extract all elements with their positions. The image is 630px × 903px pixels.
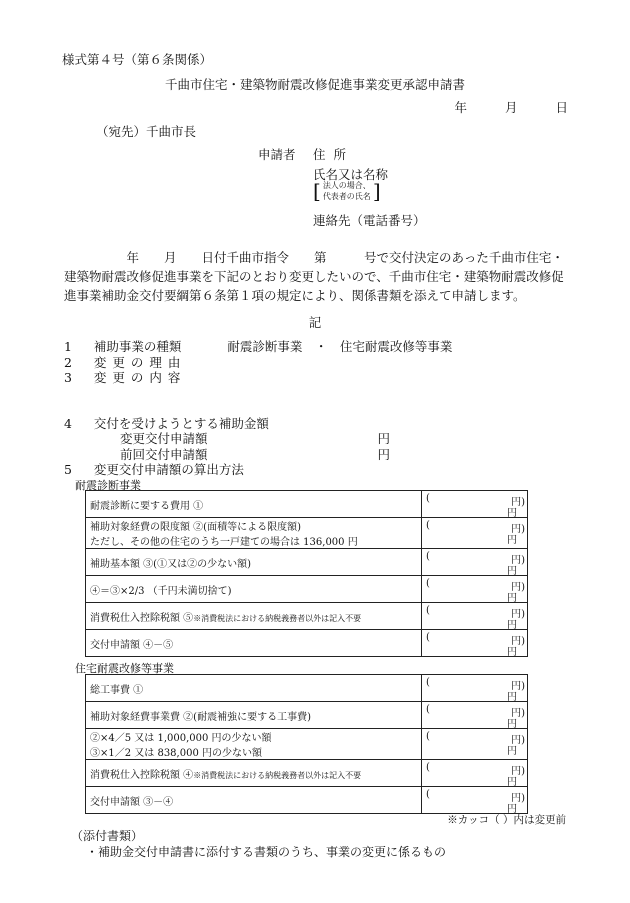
row-label [86, 630, 422, 657]
item-1-value: 耐震診断事業 ・ 住宅耐震改修等事業 [227, 339, 453, 354]
table-row [86, 675, 528, 702]
item-3: 3 変更の内容 [64, 370, 187, 385]
row-small-note: ※消費税法における納税義務者以外は記入不要 [193, 770, 362, 780]
row-label [86, 729, 422, 760]
yen-close-paren: 円) [511, 524, 525, 535]
amount-input-cell[interactable] [422, 702, 528, 729]
open-paren: ( [426, 731, 430, 742]
row-main-text: 総工事費 ① [90, 684, 144, 696]
open-paren: ( [426, 677, 430, 688]
yen-unit: 円 [507, 647, 517, 658]
yen-close-paren: 円) [511, 497, 525, 508]
row-main-text: 補助対象経費の限度額 ②(面積等による限度額) [90, 522, 301, 533]
form-number: 様式第４号（第６条関係） [62, 52, 213, 67]
change-amount-yen: 円 [377, 431, 390, 446]
open-paren: ( [426, 762, 430, 773]
amount-input-cell[interactable] [422, 729, 528, 760]
amount-input-cell[interactable] [422, 760, 528, 787]
prev-amount-label: 前回交付申請額 [119, 446, 208, 462]
amount-input-cell[interactable] [422, 518, 528, 549]
row-sub-text: ただし、その他の住宅のうち一戸建ての場合は 136,000 円 [90, 537, 358, 548]
row-main-text: 交付申請額 ③－④ [90, 796, 174, 808]
application-body-text: 年 月 日付千曲市指令 第 号で交付決定のあった千曲市住宅・建築物耐震改修促進事業を下記のとおり変更したいので、千曲市住宅・建築物耐震改修促進事業補助金交付要綱第６条第１項の規定により、関係書類を添えて申請します。 [64, 250, 564, 303]
diagnosis-section-title: 耐震診断事業 [75, 479, 141, 492]
yen-close-paren: 円) [511, 636, 525, 647]
prev-amount-yen: 円 [377, 446, 390, 462]
item-3-label: 変更の内容 [93, 370, 187, 385]
date-month: 月 [505, 100, 518, 115]
table-row [86, 518, 528, 549]
yen-close-paren: 円) [511, 582, 525, 593]
amount-input-cell[interactable] [422, 576, 528, 603]
yen-close-paren: 円) [511, 681, 525, 692]
row-sub-text: ③×1／2 又は 838,000 円の少ない額 [90, 748, 262, 759]
open-paren: ( [426, 605, 430, 616]
row-main-text: 消費税仕入控除税額 ⑤ [90, 612, 194, 624]
row-label [86, 576, 422, 603]
change-amount-label: 変更交付申請額 [119, 431, 208, 446]
item-4-prev [64, 447, 452, 463]
table-row [86, 729, 528, 760]
corp-note-line2: 代表者の氏名 [322, 192, 371, 201]
applicant-address-label: 住所 [313, 147, 355, 162]
attachments-heading: （添付書類） [71, 829, 144, 843]
yen-close-paren: 円) [511, 766, 525, 777]
row-label [86, 518, 422, 549]
document-title: 千曲市住宅・建築物耐震改修促進事業変更承認申請書 [164, 77, 465, 92]
item-2: 2 変更の理由 [64, 354, 187, 370]
change-note: ※カッコ（ ）内は変更前 [447, 814, 566, 826]
item-2-label: 変更の理由 [93, 354, 187, 370]
yen-close-paren: 円) [511, 793, 525, 804]
open-paren: ( [426, 551, 430, 562]
date-day: 日 [555, 100, 568, 115]
diagnosis-table [85, 490, 528, 657]
item-1-label: 補助事業の種類 [93, 339, 182, 354]
amount-input-cell[interactable] [422, 491, 528, 518]
open-paren: ( [426, 520, 430, 531]
retrofit-table [85, 674, 528, 814]
attachments-item: ・補助金交付申請書に添付する書類のうち、事業の変更に係るもの [86, 845, 447, 859]
table-row [86, 549, 528, 576]
yen-unit: 円 [507, 719, 517, 730]
row-label [86, 603, 422, 630]
yen-close-paren: 円) [511, 735, 525, 746]
table-row [86, 603, 528, 630]
row-main-text: ④＝③×2/3 （千円未満切捨て) [90, 585, 232, 597]
corp-note-line1: 法人の場合、 [322, 181, 371, 190]
yen-unit: 円 [507, 620, 517, 631]
open-paren: ( [426, 704, 430, 715]
yen-unit: 円 [507, 535, 517, 546]
row-label [86, 760, 422, 787]
row-label [86, 702, 422, 729]
yen-unit: 円 [507, 508, 517, 519]
yen-close-paren: 円) [511, 708, 525, 719]
item-4-change [64, 431, 452, 447]
row-main-text: 補助基本額 ③(①又は②の少ない額) [90, 558, 251, 570]
applicant-contact-label: 連絡先（電話番号） [313, 213, 426, 228]
amount-input-cell[interactable] [422, 675, 528, 702]
row-label [86, 491, 422, 518]
open-paren: ( [426, 632, 430, 643]
row-main-text: 耐震診断に要する費用 ① [90, 500, 204, 512]
table-row [86, 630, 528, 657]
yen-close-paren: 円) [511, 609, 525, 620]
table-row [86, 760, 528, 787]
item-5-label: 変更交付申請額の算出方法 [93, 462, 244, 477]
row-main-text: 補助対象経費事業費 ②(耐震補強に要する工事費) [90, 711, 311, 723]
date-line [455, 98, 568, 116]
applicant-label: 申請者 [258, 147, 296, 162]
yen-unit: 円 [507, 566, 517, 577]
yen-unit: 円 [507, 692, 517, 703]
addressee: （宛先）千曲市長 [96, 124, 197, 139]
table-row [86, 702, 528, 729]
row-main-text: 交付申請額 ④－⑤ [90, 639, 174, 651]
table-row [86, 787, 528, 814]
row-main-text: 消費税仕入控除税額 ④ [90, 769, 194, 781]
item-4: 4 交付を受けようとする補助金額 [64, 415, 269, 431]
open-paren: ( [426, 578, 430, 589]
item-1: 1 補助事業の種類 耐震診断事業 ・ 住宅耐震改修等事業 [64, 339, 453, 354]
amount-input-cell[interactable] [422, 787, 528, 814]
row-main-text: ②×4／5 又は 1,000,000 円の少ない額 [90, 733, 272, 744]
amount-input-cell[interactable] [422, 630, 528, 657]
applicant-name-label: 氏名又は名称 [313, 167, 389, 182]
item-list [64, 339, 452, 478]
amount-input-cell[interactable] [422, 549, 528, 576]
table-row [86, 576, 528, 603]
row-label [86, 675, 422, 702]
open-paren: ( [426, 789, 430, 800]
table-row [86, 491, 528, 518]
row-small-note: ※消費税法における納税義務者以外は記入不要 [193, 613, 362, 623]
row-label [86, 787, 422, 814]
corporate-note: [ 法人の場合、 代表者の氏名 ] [313, 179, 381, 203]
yen-unit: 円 [507, 777, 517, 788]
yen-unit: 円 [507, 746, 517, 757]
row-label [86, 549, 422, 576]
item-5: 5 変更交付申請額の算出方法 [64, 462, 244, 477]
yen-unit: 円 [507, 593, 517, 604]
item-4-label: 交付を受けようとする補助金額 [93, 415, 269, 431]
retrofit-section-title: 住宅耐震改修等事業 [75, 662, 174, 675]
yen-close-paren: 円) [511, 555, 525, 566]
date-year: 年 [454, 100, 468, 115]
yen-unit: 円 [507, 804, 517, 815]
ki-heading: 記 [308, 315, 322, 330]
amount-input-cell[interactable] [422, 603, 528, 630]
open-paren: ( [426, 493, 430, 504]
